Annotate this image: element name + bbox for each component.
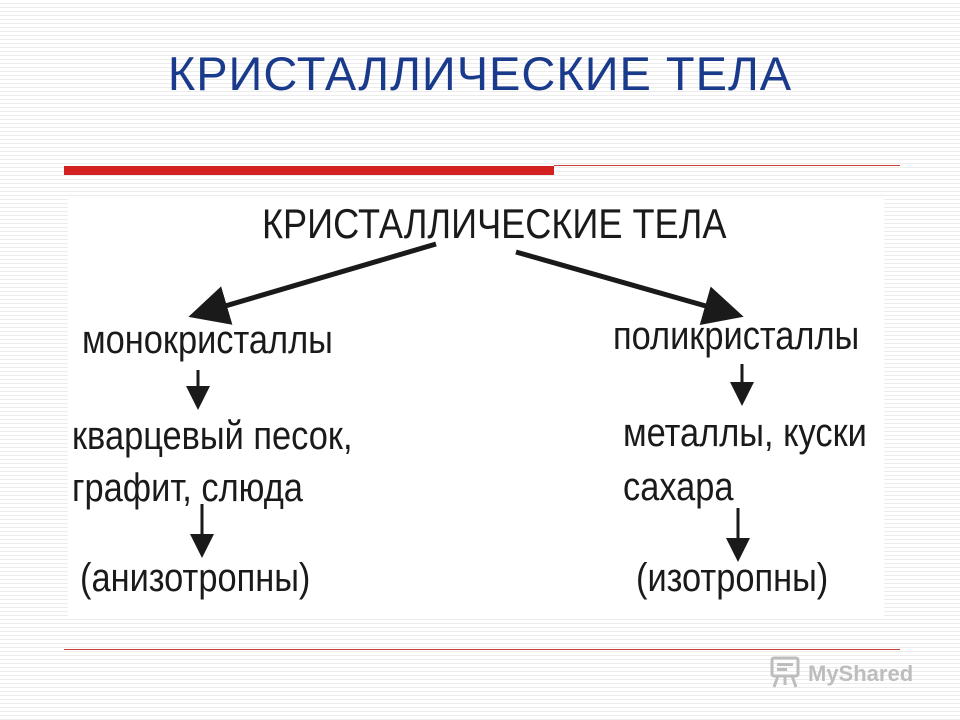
diagram-root-label: КРИСТАЛЛИЧЕСКИЕ ТЕЛА (262, 200, 727, 247)
monocrystals-examples-line2: графит, слюда (72, 466, 303, 510)
polycrystals-examples-line2: сахара (623, 465, 734, 509)
monocrystals-examples-line1: кварцевый песок, (72, 414, 353, 458)
polycrystals-label: поликристаллы (613, 314, 860, 358)
watermark (768, 656, 913, 692)
arrow-root-to-mono (198, 244, 436, 314)
isotropic-label: (изотропны) (636, 556, 829, 600)
monocrystals-examples (72, 410, 353, 514)
watermark-text: MyShared (808, 661, 914, 686)
polycrystals-examples-line1: металлы, куски (623, 411, 867, 455)
divider-bottom (64, 649, 900, 650)
monocrystals-label: монокристаллы (82, 318, 333, 362)
arrow-root-to-poly (516, 252, 734, 314)
slide-title: КРИСТАЛЛИЧЕСКИЕ ТЕЛА (167, 47, 793, 100)
anisotropic-label: (анизотропны) (80, 556, 311, 600)
polycrystals-examples (623, 406, 867, 514)
presentation-board-icon (768, 655, 802, 694)
